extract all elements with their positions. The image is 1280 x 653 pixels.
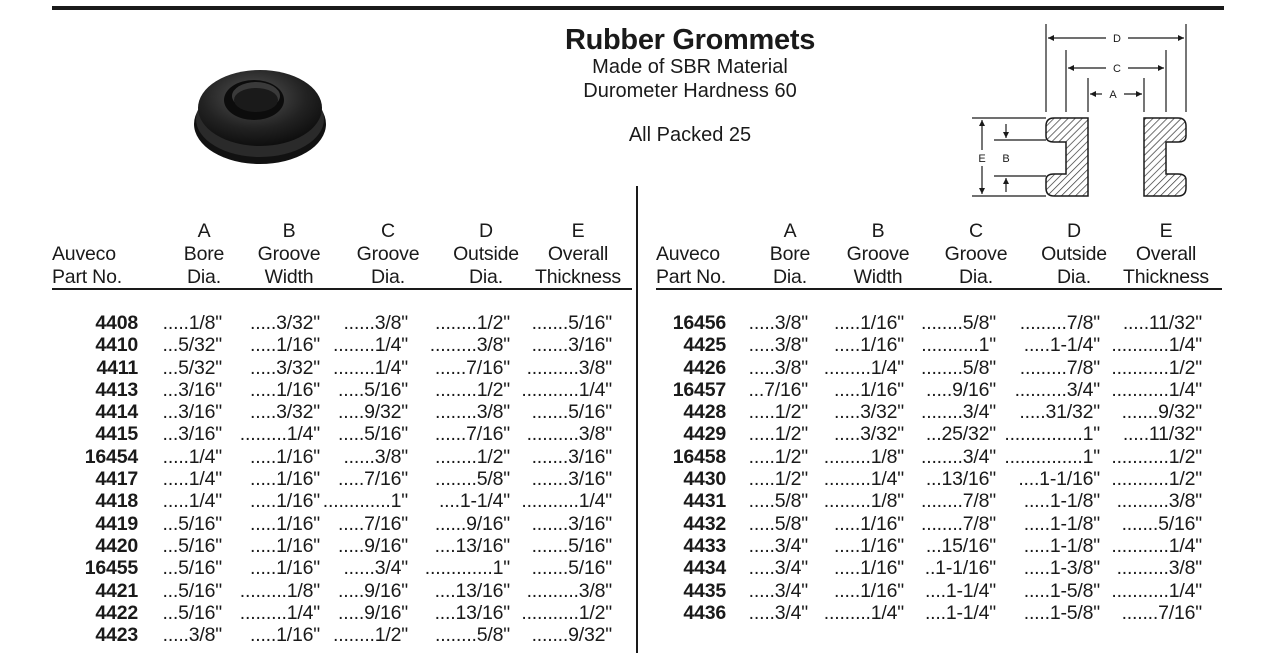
dimension-value: ........1/2" [435,445,510,468]
table-row [656,535,1222,557]
part-number: 16457 [672,378,726,401]
part-number: 16458 [672,445,726,468]
table-row [52,312,632,334]
dimension-value: ........3/8" [435,401,510,424]
dimension-value: ...25/32" [925,423,996,446]
table-row [656,379,1222,401]
part-number: 4425 [683,334,726,357]
dimension-value: ....13/16" [434,534,510,557]
subtitle-hardness: Durometer Hardness 60 [583,80,797,102]
left-header-e-line: Overall [547,243,609,265]
right-header-part-line: Auveco [656,243,720,265]
part-number: 4431 [683,490,726,513]
table-row [656,468,1222,490]
dimension-value: ....1-1/4" [924,579,996,602]
right-header-part-line: Part No. [656,266,726,288]
dimension-value: ........5/8" [921,312,996,334]
left-header-part-line: Part No. [52,266,122,288]
dimension-value: .....1/4" [162,445,222,468]
table-row [52,602,632,624]
dimension-value: ...3/16" [162,401,222,424]
dimension-value: .....3/8" [748,334,808,357]
dimension-value: .....3/8" [748,356,808,379]
dimension-value: .........1/4" [239,423,320,446]
column-divider [636,186,638,653]
part-number: 4422 [95,601,138,624]
dimension-value: .......9/32" [1121,401,1202,424]
right-header-a-line: Bore [769,243,811,265]
left-header-c-line: Dia. [371,266,405,288]
left-header-c [333,220,443,289]
dimension-value: .........1/8" [823,490,904,513]
right-header-d-line: Dia. [1057,266,1091,288]
part-number: 4436 [683,601,726,624]
dimension-value: ...........1/4" [1111,579,1202,602]
dimension-value: .....1/2" [748,468,808,491]
dimension-value: .....3/8" [162,624,222,647]
part-number: 4410 [95,334,138,357]
label-a: A [1109,89,1117,101]
dimension-value: ..........3/8" [526,423,612,446]
table-row [52,357,632,379]
dimension-value: ...5/16" [162,534,222,557]
dimension-value: ........5/8" [435,624,510,647]
dimension-value: .....9/16" [338,601,408,624]
dimension-value: .....1/16" [250,445,320,468]
part-number: 4418 [95,490,138,513]
table-row [52,423,632,445]
table-row [52,624,632,646]
dimension-value: ........3/4" [921,445,996,468]
dimension-value: .....3/32" [250,356,320,379]
dimension-value: .......9/32" [531,624,612,647]
left-header-d-line: Outside [453,243,519,265]
dimension-value: ...............1" [1004,423,1100,446]
right-header-b [823,220,933,289]
left-header-d-line: Dia. [469,266,503,288]
part-number: 4426 [683,356,726,379]
dimension-value: .....5/8" [748,490,808,513]
label-b: B [1002,153,1010,165]
packing-note: All Packed 25 [628,124,752,146]
dimension-value: ...5/32" [162,334,222,357]
right-header-c [921,220,1031,289]
dimension-value: .....1/4" [162,490,222,513]
dimension-value: .......5/16" [531,534,612,557]
dimension-value: .....7/16" [338,512,408,535]
table-row [656,446,1222,468]
dimension-value: ......3/8" [343,445,408,468]
dimension-value: .....1/16" [250,512,320,535]
dimension-value: ....13/16" [434,579,510,602]
right-header-c-line: Dia. [959,266,993,288]
part-number: 4428 [683,401,726,424]
dimension-value: ......9/16" [434,512,510,535]
left-header-b-line: B [282,220,296,242]
dimension-value: ...15/16" [925,534,996,557]
dimension-value: ...........1" [921,334,996,357]
dimension-value: .....5/16" [338,378,408,401]
dimension-value: ..1-1/16" [924,557,996,580]
dimension-value: .....1/16" [834,312,904,334]
table-row [656,423,1222,445]
dimension-value: .....1/16" [834,378,904,401]
part-number: 16454 [84,445,138,468]
right-header-a-line: Dia. [773,266,807,288]
right-header-e-line: E [1159,220,1173,242]
dimension-value: .............1" [424,557,510,580]
dimension-value: .....1/16" [250,534,320,557]
dimension-value: ....1-1/16" [1018,468,1100,491]
dimension-value: .......5/16" [1121,512,1202,535]
part-number: 4423 [95,624,138,647]
dimension-value: .....1-5/8" [1023,601,1100,624]
dimension-value: ..........3/8" [526,579,612,602]
dimension-value: .....1-5/8" [1023,579,1100,602]
label-d: D [1113,33,1121,45]
table-row [656,580,1222,602]
dimension-value: ...13/16" [925,468,996,491]
dimension-value: ...5/16" [162,512,222,535]
dimension-value: ...........1/4" [521,378,612,401]
dimension-value: ...7/16" [748,378,808,401]
dimension-value: .....1/16" [250,624,320,647]
dimension-value: .....1/2" [748,423,808,446]
dimension-diagram [968,20,1198,210]
dimension-value: ...........1/2" [1111,445,1202,468]
left-header-b-line: Groove [257,243,321,265]
part-number: 4415 [95,423,138,446]
dimension-value: .......5/16" [531,312,612,334]
dimension-value: .....3/32" [250,401,320,424]
table-row [52,401,632,423]
part-number: 4408 [95,312,138,334]
dimension-value: .....3/32" [834,423,904,446]
dimension-value: ........7/8" [921,512,996,535]
dimension-value: .....1/16" [250,334,320,357]
dimension-value: ......7/16" [434,356,510,379]
table-row [656,490,1222,512]
top-rule [52,6,1224,10]
dimension-value: .....9/16" [338,579,408,602]
part-number: 4421 [95,579,138,602]
table-row [52,379,632,401]
left-header-b-line: Width [264,266,314,288]
table-row [656,334,1222,356]
dimension-value: .......3/16" [531,468,612,491]
table-row [52,490,632,512]
left-header-a-line: Bore [183,243,225,265]
right-header-e-line: Overall [1135,243,1197,265]
part-number: 4434 [683,557,726,580]
part-number: 4433 [683,534,726,557]
dimension-value: .....1/16" [834,579,904,602]
dimension-value: ..........3/8" [1116,490,1202,513]
dimension-value: .........7/8" [1019,356,1100,379]
table-row [656,312,1222,334]
dimension-value: ...5/16" [162,557,222,580]
right-header-e [1111,220,1221,289]
subtitle-material: Made of SBR Material [592,56,788,78]
dimension-value: .....11/32" [1122,312,1202,334]
right-header-d-line: D [1067,220,1081,242]
dimension-value: .....9/32" [338,401,408,424]
dimension-value: ........5/8" [921,356,996,379]
dimension-value: ...........1/4" [1111,334,1202,357]
dimension-value: .....31/32" [1019,401,1100,424]
table-row [52,446,632,468]
table-row [52,580,632,602]
dimension-value: .....1/16" [250,378,320,401]
table-row [52,535,632,557]
right-header-c-line: C [969,220,983,242]
part-number: 4411 [96,356,138,379]
dimension-value: .....1/2" [748,401,808,424]
grommet-photo [190,62,330,167]
part-number: 16456 [672,312,726,334]
label-e: E [978,153,986,165]
table-row [52,334,632,356]
dimension-value: ...5/16" [162,579,222,602]
dimension-value: .....3/4" [748,601,808,624]
dimension-value: .....1-1/8" [1023,512,1100,535]
page-title: Rubber Grommets [564,24,816,56]
dimension-value: .....3/4" [748,579,808,602]
dimension-value: .............1" [322,490,408,513]
dimension-value: .........1/8" [239,579,320,602]
dimension-value: .....1/8" [162,312,222,334]
part-number: 4417 [95,468,138,491]
dimension-value: .........7/8" [1019,312,1100,334]
right-header-b-line: Groove [846,243,910,265]
right-header-e-line: Thickness [1123,266,1209,288]
dimension-value: ....1-1/4" [924,601,996,624]
table-row [52,513,632,535]
part-number: 16455 [84,557,138,580]
dimension-value: .....3/4" [748,534,808,557]
left-table-body [52,312,632,646]
dimension-value: ..........3/8" [526,356,612,379]
table-row [656,557,1222,579]
dimension-value: ........1/2" [333,624,408,647]
left-header-a-line: Dia. [187,266,221,288]
dimension-value: .....9/16" [338,534,408,557]
dimension-value: .....3/8" [748,312,808,334]
left-header-a-line: A [197,220,211,242]
dimension-value: .....1-1/4" [1023,334,1100,357]
table-row [656,513,1222,535]
dimension-value: .........1/4" [239,601,320,624]
dimension-value: ...........1/4" [521,490,612,513]
label-c: C [1113,63,1121,75]
dimension-value: ........1/2" [435,378,510,401]
dimension-value: ...........1/2" [521,601,612,624]
left-header-e [523,220,633,289]
dimension-value: .....1/16" [834,557,904,580]
right-header-b-line: Width [853,266,903,288]
dimension-value: .....9/16" [926,378,996,401]
part-number: 4419 [95,512,138,535]
table-row [656,401,1222,423]
dimension-value: .......5/16" [531,401,612,424]
right-table-body [656,312,1222,624]
dimension-value: ...5/32" [162,356,222,379]
part-number: 4429 [683,423,726,446]
part-number: 4432 [683,512,726,535]
right-header-a-line: A [783,220,797,242]
dimension-value: .....7/16" [338,468,408,491]
table-row [52,557,632,579]
dimension-value: ..........3/4" [1014,378,1100,401]
dimension-value: ......3/4" [343,557,408,580]
dimension-value: ...........1/2" [1111,468,1202,491]
left-header-part-line: Auveco [52,243,116,265]
dimension-value: ........5/8" [435,468,510,491]
dimension-value: ........1/4" [333,334,408,357]
dimension-value: ........7/8" [921,490,996,513]
left-header-e-line: Thickness [535,266,621,288]
dimension-value: .....1/4" [162,468,222,491]
dimension-value: .....1/16" [250,557,320,580]
part-number: 4430 [683,468,726,491]
left-header-d-line: D [479,220,493,242]
dimension-value: .......5/16" [531,557,612,580]
part-number: 4414 [95,401,138,424]
dimension-value: .....1/16" [250,468,320,491]
part-number: 4413 [95,378,138,401]
dimension-value: ...3/16" [162,378,222,401]
dimension-value: ........3/4" [921,401,996,424]
dimension-value: .....5/16" [338,423,408,446]
dimension-value: .........1/4" [823,356,904,379]
left-header-c-line: C [381,220,395,242]
left-header-b [234,220,344,289]
dimension-value: .....1/16" [834,512,904,535]
dimension-value: ........1/4" [333,356,408,379]
dimension-value: ...3/16" [162,423,222,446]
dimension-value: ...5/16" [162,601,222,624]
dimension-value: .....1/16" [834,334,904,357]
dimension-value: ...........1/4" [1111,534,1202,557]
right-header-c-line: Groove [944,243,1008,265]
right-header-d-line: Outside [1041,243,1107,265]
table-row [52,468,632,490]
dimension-value: .........1/8" [823,445,904,468]
dimension-value: ......3/8" [343,312,408,334]
dimension-value: ...............1" [1004,445,1100,468]
dimension-value: .....1-3/8" [1023,557,1100,580]
dimension-value: ..........3/8" [1116,557,1202,580]
table-row [656,602,1222,624]
dimension-value: .......3/16" [531,334,612,357]
dimension-value: .....3/32" [834,401,904,424]
dimension-value: .........1/4" [823,601,904,624]
dimension-value: .....1/2" [748,445,808,468]
dimension-value: .....11/32" [1122,423,1202,446]
dimension-value: .......3/16" [531,512,612,535]
dimension-value: ....13/16" [434,601,510,624]
dimension-value: .....5/8" [748,512,808,535]
part-number: 4435 [683,579,726,602]
left-header-part [52,243,152,289]
dimension-value: .....3/32" [250,312,320,334]
dimension-value: .........3/8" [429,334,510,357]
dimension-value: .....1-1/8" [1023,534,1100,557]
dimension-value: .....3/4" [748,557,808,580]
dimension-value: ....1-1/4" [438,490,510,513]
dimension-value: .........1/4" [823,468,904,491]
dimension-value: .......7/16" [1121,601,1202,624]
part-number: 4420 [95,534,138,557]
dimension-value: .......3/16" [531,445,612,468]
dimension-value: ...........1/4" [1111,378,1202,401]
left-header-e-line: E [571,220,585,242]
dimension-value: ......7/16" [434,423,510,446]
left-header-c-line: Groove [356,243,420,265]
dimension-value: ...........1/2" [1111,356,1202,379]
dimension-value: .....1-1/8" [1023,490,1100,513]
right-header-b-line: B [871,220,885,242]
dimension-value: ........1/2" [435,312,510,334]
dimension-value: .....1/16" [250,490,320,513]
dimension-value: .....1/16" [834,534,904,557]
table-row [656,357,1222,379]
